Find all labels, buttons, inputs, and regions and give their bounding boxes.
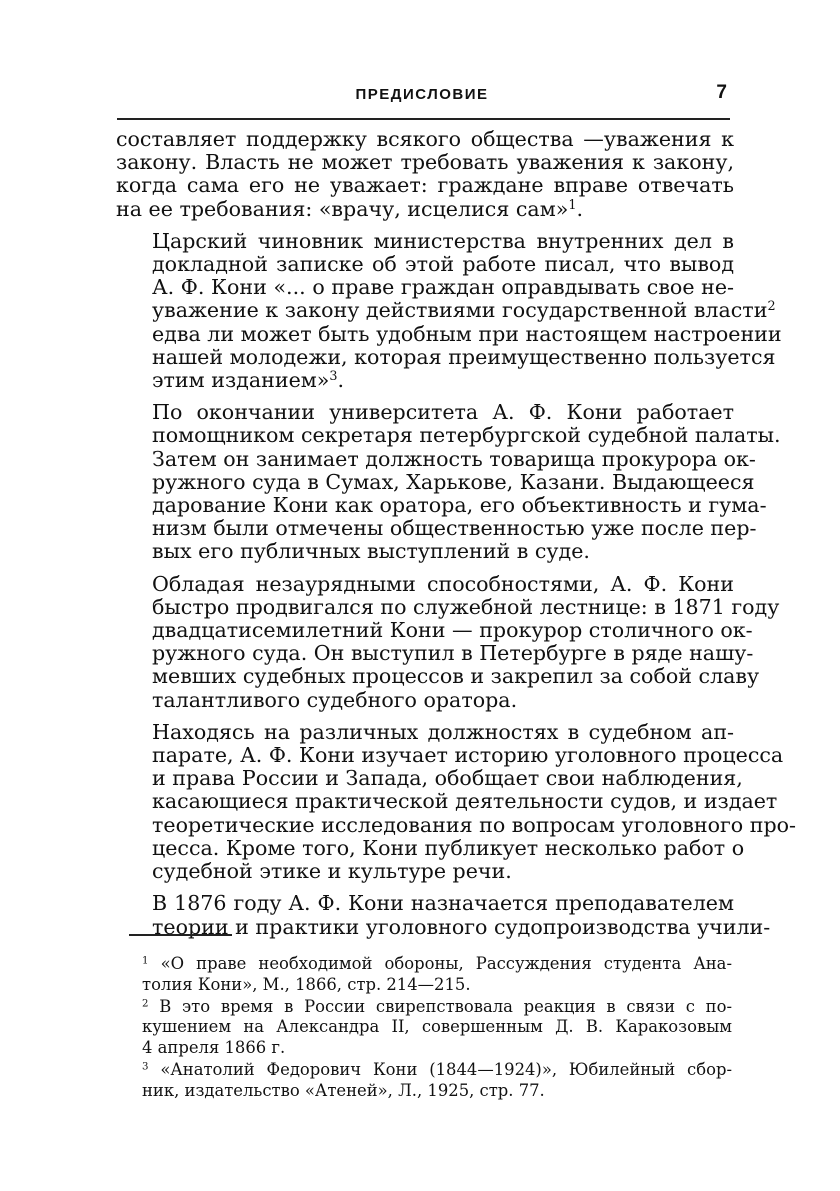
footnote-line — [118, 997, 732, 1018]
text-line: составляет поддержку всякого общества —уважения к — [116, 127, 734, 151]
text-line: быстро продвигался по служебной лестнице: в 1871 году — [152, 594, 780, 619]
text-line: теоретические исследования по вопросам уголовного про- — [152, 812, 796, 837]
text-line: помощником секретаря петербургской судебной палаты. — [152, 423, 781, 448]
text-line: касающиеся практической деятельности судов, и издает — [152, 789, 778, 814]
text-line: дарование Кони как оратора, его объективность и гума- — [152, 493, 767, 518]
footnote-line: толия Кони», М., 1866, стр. 214—215. — [142, 974, 471, 994]
paragraph-4 — [116, 571, 780, 712]
paragraph-1 — [116, 128, 734, 221]
footnote-3 — [118, 1060, 732, 1102]
footnote-ref-1: 1 — [568, 197, 577, 213]
paragraph-2 — [116, 228, 782, 393]
footnote-2 — [118, 997, 732, 1059]
text-line: А. Ф. Кони «... о праве граждан оправдывать свое не- — [152, 275, 734, 300]
footnote-line: кушением на Александра II, совершенным Д. В. Каракозовым — [142, 1017, 732, 1037]
text-line: закону. Власть не может требовать уважения к закону, — [116, 150, 734, 175]
text-line: двадцатисемилетний Кони — прокурор столичного ок- — [152, 618, 753, 643]
text-line — [116, 198, 734, 221]
footnote-ref-2: 2 — [767, 299, 776, 315]
text-line: Обладая незаурядными способностями, А. Ф. Кони — [152, 571, 734, 596]
footnotes — [118, 954, 732, 1103]
text-fragment: на ее требования: «врачу, исцелися сам» — [116, 196, 569, 221]
text-line: По окончании университета А. Ф. Кони работает — [152, 400, 734, 425]
footnote-line: ник, издательство «Атеней», Л., 1925, стр. 77. — [142, 1080, 545, 1100]
paragraph-6 — [116, 891, 771, 939]
text-line — [116, 298, 776, 323]
text-line: мевших судебных процессов и закрепил за собой славу — [152, 664, 760, 689]
text-line: ружного суда в Сумах, Харькове, Казани. Выдающееся — [152, 469, 755, 494]
text-line: ружного суда. Он выступил в Петербурге в ряде нашу- — [152, 641, 754, 666]
text-line: талантливого судебного оратора. — [152, 687, 518, 712]
text-fragment: «Анатолий Федорович Кони (1844—1924)», Юбилейный сбор- — [160, 1059, 732, 1079]
footnote-ref-3: 3 — [329, 369, 338, 385]
footnote-line — [118, 1060, 732, 1081]
text-fragment: . — [337, 368, 345, 393]
paragraph-3 — [116, 400, 781, 564]
text-line: когда сама его не уважает: граждане вправе отвечать — [116, 173, 734, 198]
text-fragment: уважение к закону действиями государственной власти — [152, 298, 768, 323]
text-line: и права России и Запада, обобщает свои наблюдения, — [152, 766, 743, 791]
text-line: цесса. Кроме того, Кони публикует несколько работ о — [152, 835, 745, 860]
text-line: теории и практики уголовного судопроизводства учили- — [152, 914, 771, 939]
header-rule — [117, 118, 730, 120]
text-line: судебной этике и культуре речи. — [152, 859, 512, 884]
text-fragment: В это время в России свирепствовала реакция в связи с по- — [159, 996, 732, 1016]
text-line — [116, 369, 734, 392]
text-line: докладной записке об этой работе писал, что вывод — [152, 252, 734, 277]
text-line: В 1876 году А. Ф. Кони назначается преподавателем — [152, 891, 734, 916]
text-line: Затем он занимает должность товарища прокурора ок- — [152, 446, 756, 471]
footnote-mark: 3 — [142, 1061, 149, 1073]
footnote-line: 4 апреля 1866 г. — [142, 1038, 286, 1058]
text-line: вых его публичных выступлений в суде. — [152, 539, 590, 564]
text-line: нашей молодежи, которая преимущественно пользуется — [152, 344, 776, 369]
body-text — [116, 127, 796, 948]
text-line: едва ли может быть удобным при настоящем настроении — [152, 321, 782, 346]
footnote-1 — [118, 954, 732, 996]
running-title: ПРЕДИСЛОВИЕ — [355, 86, 489, 103]
footnote-mark: 1 — [142, 955, 149, 967]
text-fragment: этим изданием» — [152, 368, 330, 393]
page-number: 7 — [716, 82, 727, 103]
text-line: парате, А. Ф. Кони изучает историю уголовного процесса — [152, 743, 784, 768]
footnote-line — [118, 954, 732, 975]
text-fragment: «О праве необходимой обороны, Рассуждения студента Ана- — [160, 954, 732, 973]
running-header — [117, 82, 727, 110]
text-line: Находясь на различных должностях в судебном ап- — [152, 719, 734, 744]
text-line: низм были отмечены общественностью уже после пер- — [152, 516, 757, 541]
footnote-rule — [129, 934, 232, 936]
text-line: Царский чиновник министерства внутренних дел в — [152, 228, 734, 253]
paragraph-5 — [116, 719, 796, 884]
text-fragment: . — [576, 196, 583, 221]
footnote-mark: 2 — [142, 998, 149, 1010]
